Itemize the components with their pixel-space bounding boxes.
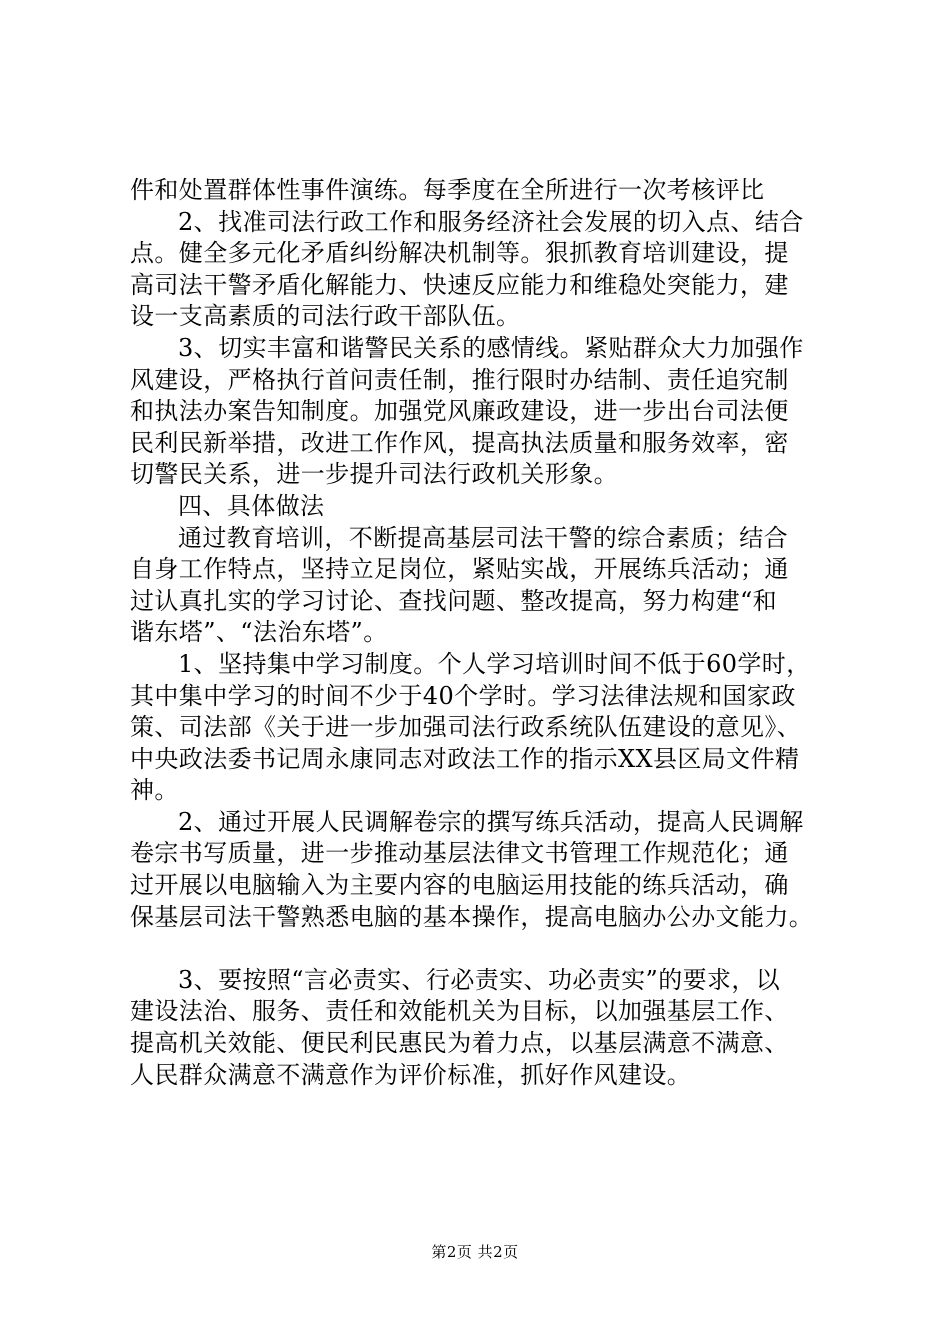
text-line: 神。 [130,776,179,805]
text-line: 卷宗书写质量，进一步推动基层法律文书管理工作规范化；通 [130,839,789,868]
text-line: 过认真扎实的学习讨论、查找问题、整改提高，努力构建“和 [130,586,778,615]
paragraph-gap [130,933,850,965]
document-body [130,175,850,1091]
text-line: 风建设，严格执行首问责任制，推行限时办结制、责任追究制 [130,365,789,394]
text-line: 高司法干警矛盾化解能力、快速反应能力和维稳处突能力，建 [130,270,789,299]
text-line: 策、司法部《关于进一步加强司法行政系统队伍建设的意见》、 [130,713,802,742]
text-line: 中央政法委书记周永康同志对政法工作的指示XX县区局文件精 [130,744,800,773]
text-line: 2、找准司法行政工作和服务经济社会发展的切入点、结合 [178,207,804,236]
page-footer: 第2页 共2页 [431,1243,519,1261]
text-line: 通过教育培训，不断提高基层司法干警的综合素质；结合 [178,523,788,552]
text-line: 提高机关效能、便民利民惠民为着力点，以基层满意不满意、 [130,1029,789,1058]
text-line: 2、通过开展人民调解卷宗的撰写练兵活动，提高人民调解 [178,807,804,836]
text-line: 设一支高素质的司法行政干部队伍。 [130,302,521,331]
text-line: 3、要按照“言必责实、行必责实、功必责实”的要求，以 [178,965,781,994]
text-line: 1、坚持集中学习制度。个人学习培训时间不低于60学时， [178,649,811,678]
text-line: 民利民新举措，改进工作作风，提高执法质量和服务效率，密 [130,428,789,457]
section-heading: 四、具体做法 [178,491,325,520]
text-line: 件和处置群体性事件演练。每季度在全所进行一次考核评比 [130,176,765,204]
text-line: 人民群众满意不满意作为评价标准，抓好作风建设。 [130,1060,692,1089]
text-line: 保基层司法干警熟悉电脑的基本操作，提高电脑办公办文能力。 [130,902,814,931]
text-line: 过开展以电脑输入为主要内容的电脑运用技能的练兵活动，确 [130,871,789,900]
text-line: 建设法治、服务、责任和效能机关为目标，以加强基层工作、 [130,997,789,1026]
text-line: 谐东塔”、“法治东塔”。 [130,618,388,647]
text-line: 和执法办案告知制度。加强党风廉政建设，进一步出台司法便 [130,397,789,426]
text-line: 其中集中学习的时间不少于40个学时。学习法律法规和国家政 [130,681,796,710]
text-line: 切警民关系，进一步提升司法行政机关形象。 [130,460,618,489]
text-line: 点。健全多元化矛盾纠纷解决机制等。狠抓教育培训建设，提 [130,239,789,268]
text-line: 3、切实丰富和谐警民关系的感情线。紧贴群众大力加强作 [178,333,804,362]
text-line: 自身工作特点，坚持立足岗位，紧贴实战，开展练兵活动；通 [130,555,789,584]
